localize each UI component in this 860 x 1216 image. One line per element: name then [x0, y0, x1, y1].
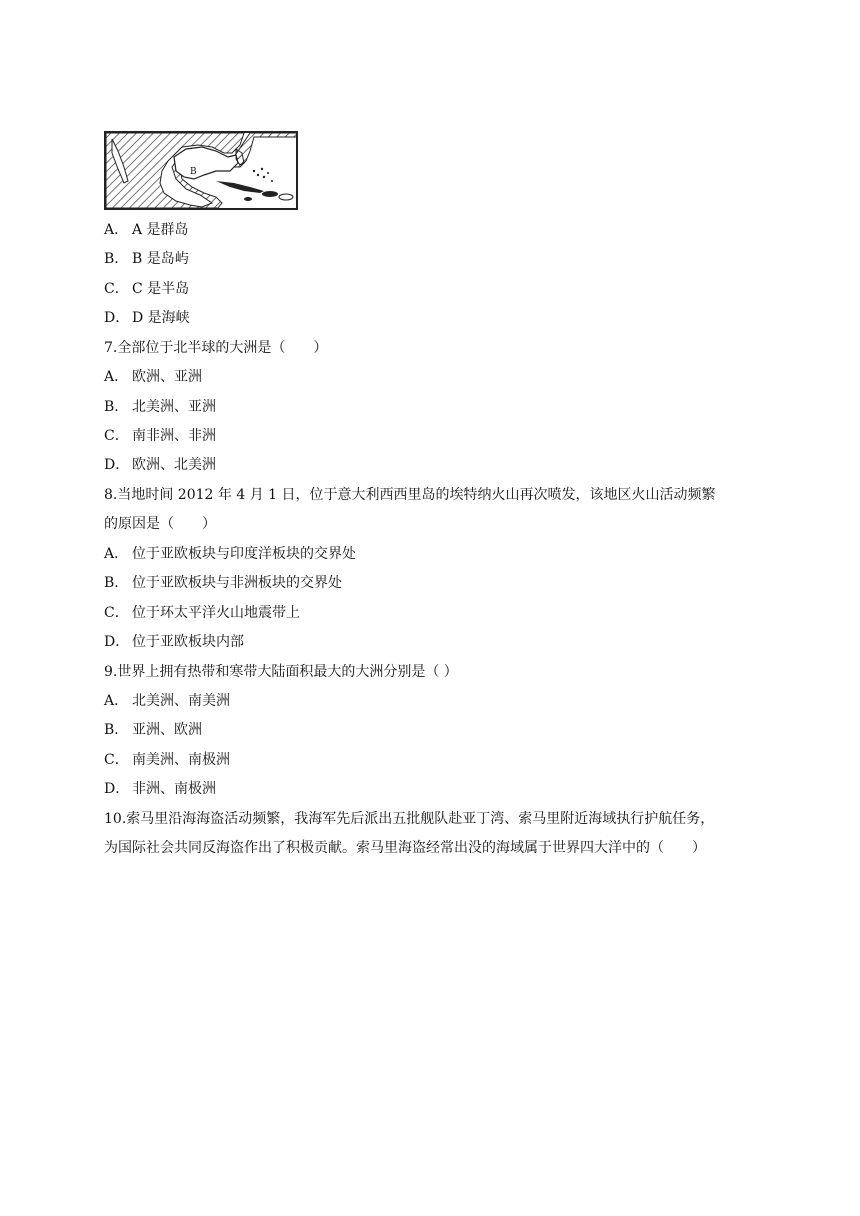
q9-option-d: D． 非洲、南极洲 [104, 781, 216, 797]
q9-option-a: A． 北美洲、南美洲 [104, 693, 230, 709]
map-label-b: B [190, 167, 197, 177]
q10-stem-line1: 10.索马里沿海海盗活动频繁，我海军先后派出五批舰队赴亚丁湾、索马里附近海域执行护航任务， [104, 811, 715, 827]
q8-stem-line2: 的原因是（ ） [104, 516, 216, 532]
q7-stem: 7.全部位于北半球的大洲是（ ） [104, 340, 328, 356]
q10-stem-line2: 为国际社会共同反海盗作出了积极贡献。索马里海盗经常出没的海域属于世界四大洋中的（ ） [104, 840, 706, 856]
q8-stem-line1: 8.当地时间 2012 年 4 月 1 日，位于意大利西西里岛的埃特纳火山再次喷发，该地区火山活动频繁 [104, 487, 716, 503]
q8-option-a: A． 位于亚欧板块与印度洋板块的交界处 [104, 546, 356, 562]
q6-option-c: C． C 是半岛 [104, 281, 190, 297]
q8-option-d: D． 位于亚欧板块内部 [104, 634, 244, 650]
q7-option-b: B． 北美洲、亚洲 [104, 399, 216, 415]
q8-option-b: B． 位于亚欧板块与非洲板块的交界处 [104, 575, 342, 591]
q9-option-b: B． 亚洲、欧洲 [104, 722, 202, 738]
q6-option-a: A． A 是群岛 [104, 222, 189, 238]
q7-option-c: C． 南非洲、非洲 [104, 428, 216, 444]
q9-option-c: C． 南美洲、南极洲 [104, 752, 230, 768]
q7-option-a: A． 欧洲、亚洲 [104, 369, 202, 385]
q8-option-c: C． 位于环太平洋火山地震带上 [104, 605, 300, 621]
q9-stem: 9.世界上拥有热带和寒带大陆面积最大的大洲分别是（ ） [104, 664, 458, 680]
q6-option-d: D． D 是海峡 [104, 310, 190, 326]
q6-option-b: B． B 是岛屿 [104, 251, 189, 267]
map-figure [104, 131, 298, 210]
q7-option-d: D． 欧洲、北美洲 [104, 457, 216, 473]
